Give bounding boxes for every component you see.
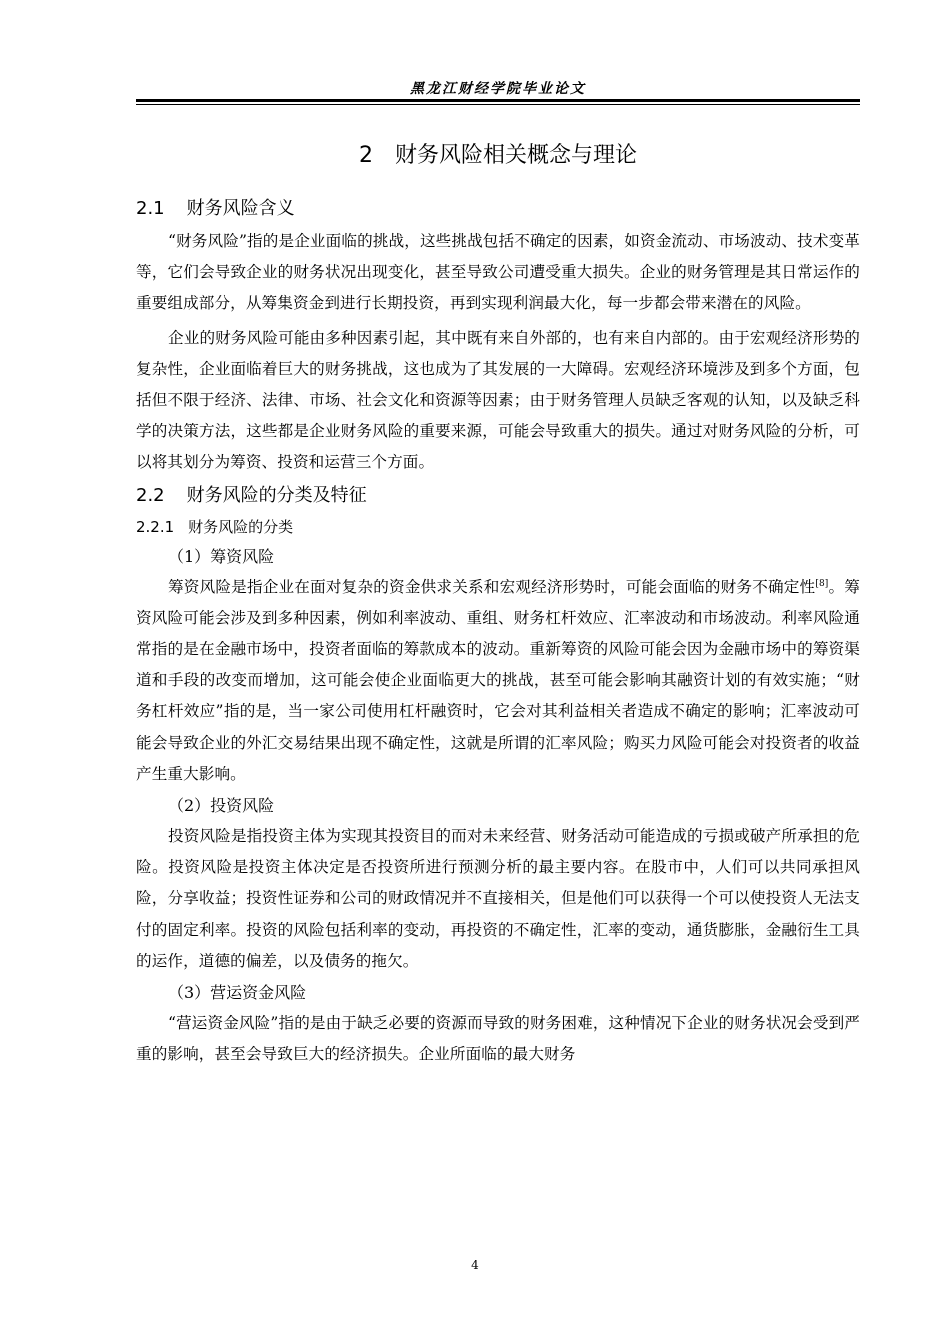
running-header: 黑龙江财经学院毕业论文 xyxy=(410,81,586,97)
subsection-heading-2-2-1 xyxy=(136,513,860,541)
header-rule-thin xyxy=(136,104,860,105)
section-title: 财务风险的分类及特征 xyxy=(186,484,367,506)
section-heading-2-1 xyxy=(136,194,860,224)
item-label-working-capital-risk: （3）营运资金风险 xyxy=(168,983,307,1003)
page-body xyxy=(136,138,860,1070)
body-paragraph: 企业的财务风险可能由多种因素引起，其中既有来自外部的，也有来自内部的。由于宏观经济形势的复杂性，企业面临着巨大的财务挑战，这也成为了其发展的一大障碍。宏观经济环境涉及到多个方面，包括但不限于经济、法律、市场、社会文化和资源等因素；由于财务管理人员缺乏客观的认知，以及缺乏科学的决策方法，这些都是企业财务风险的重要来源，可能会导致重大的损失。通过对财务风险的分析，可以将其划分为筹资、投资和运营三个方面。 xyxy=(136,328,860,472)
subsection-number: 2.2.1 xyxy=(136,517,175,536)
section-number: 2.2 xyxy=(136,484,165,506)
body-paragraph-working-capital-risk: “营运资金风险”指的是由于缺乏必要的资源而导致的财务困难，这种情况下企业的财务状况会受到严重的影响，甚至会导致巨大的经济损失。企业所面临的最大财务 xyxy=(136,1014,860,1064)
subsection-title: 财务风险的分类 xyxy=(188,517,294,536)
paragraph-text: 筹资风险是指企业在面对复杂的资金供求关系和宏观经济形势时，可能会面临的财务不确定性 xyxy=(168,577,816,596)
citation-marker: [8] xyxy=(815,578,829,589)
body-paragraph-financing-risk xyxy=(136,572,860,790)
item-label-investment-risk: （2）投资风险 xyxy=(168,796,275,816)
section-heading-2-2 xyxy=(136,481,860,511)
chapter-title xyxy=(136,138,860,174)
body-paragraph-investment-risk: 投资风险是指投资主体为实现其投资目的而对未来经营、财务活动可能造成的亏损或破产所承担的危险。投资风险是投资主体决定是否投资所进行预测分析的最主要内容。在股市中，人们可以共同承担风险，分享收益；投资性证券和公司的财政情况并不直接相关，但是他们可以获得一个可以使投资人无法支付的固定利率。投资的风险包括利率的变动，再投资的不确定性，汇率的变动，通货膨胀，金融衍生工具的运作，道德的偏差，以及债务的拖欠。 xyxy=(136,827,860,970)
chapter-number: 2 xyxy=(358,143,373,168)
page-number: 4 xyxy=(471,1258,479,1272)
body-paragraph: “财务风险”指的是企业面临的挑战，这些挑战包括不确定的因素，如资金流动、市场波动、技术变革等，它们会导致企业的财务状况出现变化，甚至导致公司遭受重大损失。企业的财务管理是其日常运作的重要组成部分，从筹集资金到进行长期投资，再到实现利润最大化，每一步都会带来潜在的风险。 xyxy=(136,232,860,313)
section-number: 2.1 xyxy=(136,198,165,219)
header-rule-thick xyxy=(136,99,860,102)
chapter-title-text: 财务风险相关概念与理论 xyxy=(394,143,637,168)
paragraph-text: 。筹资风险可能会涉及到多种因素，例如利率波动、重组、财务杠杆效应、汇率波动和市场波动。利率风险通常指的是在金融市场中，投资者面临的筹款成本的波动。重新筹资的风险可能会因为金融市场中的筹资渠道和手段的改变而增加，这可能会使企业面临更大的挑战，甚至可能会影响其融资计划的有效实施；“财务杠杆效应”指的是，当一家公司使用杠杆融资时，它会对其利益相关者造成不确定的影响；汇率波动可能会导致企业的外汇交易结果出现不确定性，这就是所谓的汇率风险；购买力风险可能会对投资者的收益产生重大影响。 xyxy=(136,577,860,783)
item-label-financing-risk: （1）筹资风险 xyxy=(168,546,275,566)
section-title: 财务风险含义 xyxy=(186,198,295,219)
